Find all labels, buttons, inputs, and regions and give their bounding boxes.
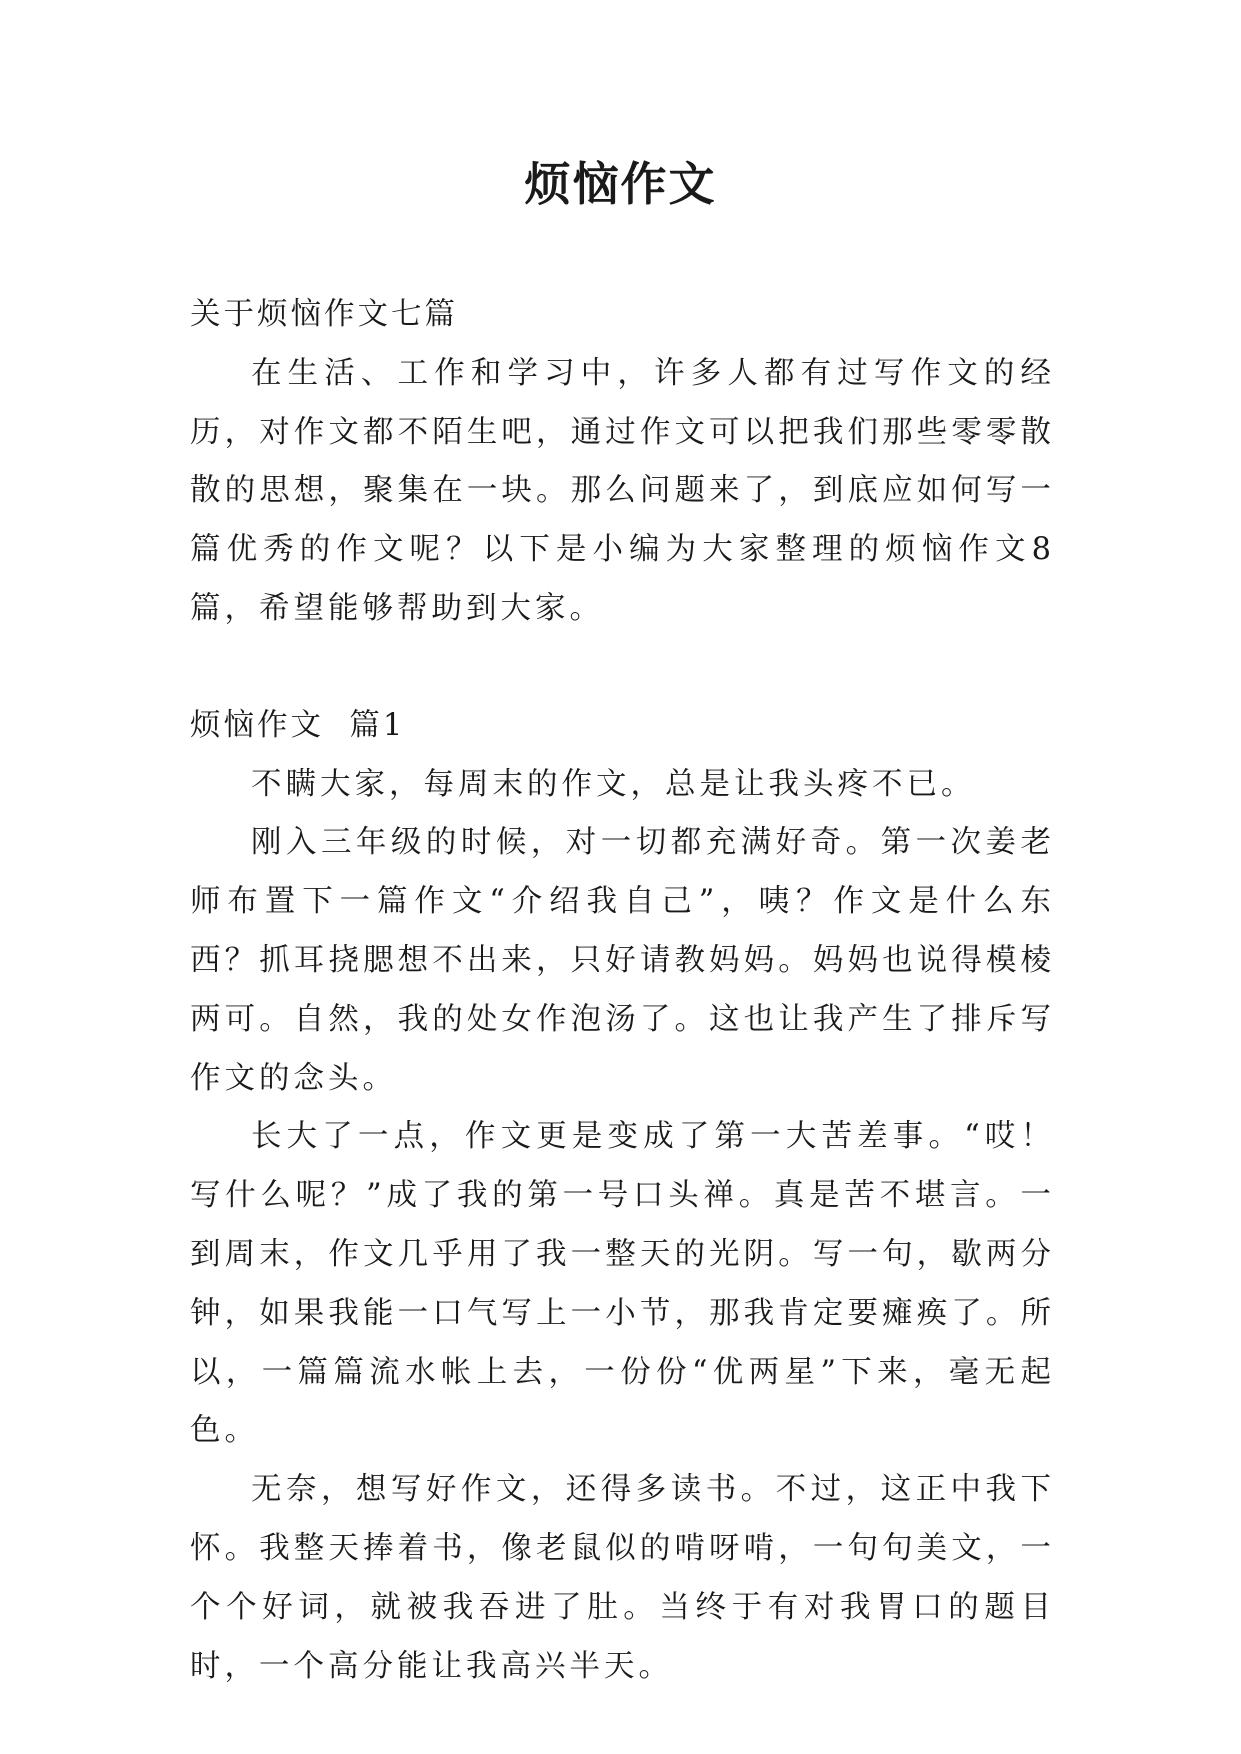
- intro-heading: 关于烦恼作文七篇: [190, 297, 458, 332]
- body-paragraph: 无奈，想写好作文，还得多读书。不过，这正中我下怀。我整天捧着书，像老鼠似的啃呀啃，一句句美文，一个个好词，就被我吞进了肚。当终于有对我胃口的题目时，一个高分能让我高兴半天。: [190, 1472, 1055, 1684]
- body-paragraph: 不瞒大家，每周末的作文，总是让我头疼不已。: [251, 766, 976, 802]
- section-spacer: [190, 639, 1055, 697]
- body-paragraph: 长大了一点，作文更是变成了第一大苦差事。“哎！写什么呢？”成了我的第一号口头禅。真是苦不堪言。一到周末，作文几乎用了我一整天的光阴。写一句，歇两分钟，如果我能一口气写上一小节，那我肯定要瘫痪了。所以，一篇篇流水帐上去，一份份“优两星”下来，毫无起色。: [190, 1119, 1055, 1449]
- body-paragraph: 刚入三年级的时候，对一切都充满好奇。第一次姜老师布置下一篇作文“介绍我自己”，咦？作文是什么东西？抓耳挠腮想不出来，只好请教妈妈。妈妈也说得模棱两可。自然，我的处女作泡汤了。这也让我产生了排斥写作文的念头。: [190, 825, 1055, 1096]
- section-heading: 烦恼作文 篇1: [190, 707, 406, 743]
- document-body: [190, 286, 1055, 1696]
- document-title: 烦恼作文: [524, 157, 717, 211]
- intro-paragraph: 在生活、工作和学习中，许多人都有过写作文的经历，对作文都不陌生吧，通过作文可以把我们那些零零散散的思想，聚集在一块。那么问题来了，到底应如何写一篇优秀的作文呢？以下是小编为大家整理的烦恼作文8篇，希望能够帮助到大家。: [190, 355, 1055, 626]
